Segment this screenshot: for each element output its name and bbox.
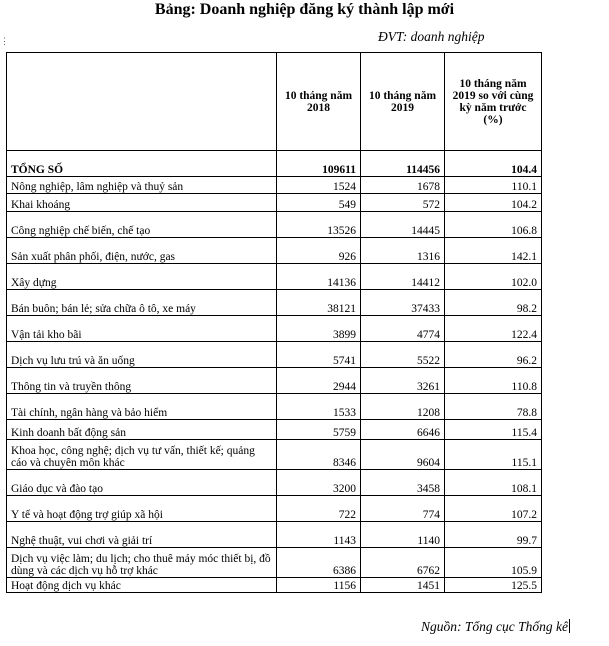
row-2019: 572 (361, 194, 445, 212)
table-row (7, 440, 542, 470)
table-row (7, 394, 542, 420)
row-2019: 1678 (361, 177, 445, 194)
row-pct: 106.8 (445, 212, 542, 238)
table-row (7, 496, 542, 522)
row-2018: 3200 (277, 470, 361, 496)
enterprise-table (6, 52, 542, 593)
row-label: Tài chính, ngân hàng và bảo hiểm (7, 394, 277, 420)
row-2018: 13526 (277, 212, 361, 238)
header-2018: 10 tháng năm 2018 (277, 53, 361, 151)
table-anchor-icon: ⋮ (0, 36, 9, 46)
total-2019: 114456 (361, 151, 445, 177)
table-title: Bảng: Doanh nghiệp đăng ký thành lập mới (154, 1, 455, 18)
table-row (7, 290, 542, 316)
row-label: Dịch vụ việc làm; du lịch; cho thuê máy móc thiết bị, đồ dùng và các dịch vụ hỗ trợ khác (7, 548, 277, 578)
row-2018: 2944 (277, 368, 361, 394)
row-pct: 110.8 (445, 368, 542, 394)
total-row (7, 151, 542, 177)
row-2019: 774 (361, 496, 445, 522)
header-2019: 10 tháng năm 2019 (361, 53, 445, 151)
row-label: Nông nghiệp, lâm nghiệp và thuỷ sản (7, 177, 277, 194)
row-2018: 6386 (277, 548, 361, 578)
row-2019: 6646 (361, 420, 445, 440)
row-label: Vận tải kho bãi (7, 316, 277, 342)
row-label: Công nghiệp chế biến, chế tạo (7, 212, 277, 238)
row-2019: 9604 (361, 440, 445, 470)
row-pct: 110.1 (445, 177, 542, 194)
unit-label: ĐVT: doanh nghiệp (378, 29, 485, 44)
header-pct: 10 tháng năm 2019 so với cùng kỳ năm trước (%) (445, 53, 542, 151)
row-2019: 1316 (361, 238, 445, 264)
row-2019: 1208 (361, 394, 445, 420)
total-pct: 104.4 (445, 151, 542, 177)
row-2018: 8346 (277, 440, 361, 470)
row-label: Thông tin và truyền thông (7, 368, 277, 394)
row-2018: 722 (277, 496, 361, 522)
row-pct: 122.4 (445, 316, 542, 342)
source-note (421, 619, 570, 635)
row-pct: 98.2 (445, 290, 542, 316)
row-pct: 142.1 (445, 238, 542, 264)
row-pct: 78.8 (445, 394, 542, 420)
row-label: Nghệ thuật, vui chơi và giải trí (7, 522, 277, 548)
row-label: Dịch vụ lưu trú và ăn uống (7, 342, 277, 368)
row-2019: 5522 (361, 342, 445, 368)
table-row (7, 264, 542, 290)
table-row (7, 368, 542, 394)
row-label: Bán buôn; bán lẻ; sửa chữa ô tô, xe máy (7, 290, 277, 316)
row-label: Kinh doanh bất động sản (7, 420, 277, 440)
table-row (7, 420, 542, 440)
row-2018: 1156 (277, 578, 361, 593)
total-2018: 109611 (277, 151, 361, 177)
row-2019: 3458 (361, 470, 445, 496)
row-2018: 926 (277, 238, 361, 264)
header-row (7, 53, 542, 151)
row-pct: 105.9 (445, 548, 542, 578)
text-cursor (569, 619, 570, 633)
row-pct: 104.2 (445, 194, 542, 212)
row-2018: 1524 (277, 177, 361, 194)
table-row (7, 177, 542, 194)
row-pct: 96.2 (445, 342, 542, 368)
table-row (7, 470, 542, 496)
row-2019: 37433 (361, 290, 445, 316)
row-2019: 14412 (361, 264, 445, 290)
table-row (7, 316, 542, 342)
table-row (7, 548, 542, 578)
table-row (7, 342, 542, 368)
table-row (7, 522, 542, 548)
row-2018: 1143 (277, 522, 361, 548)
table-row (7, 212, 542, 238)
row-2019: 3261 (361, 368, 445, 394)
row-label: Hoạt động dịch vụ khác (7, 578, 277, 593)
row-label: Giáo dục và đào tạo (7, 470, 277, 496)
row-label: Sản xuất phân phối, điện, nước, gas (7, 238, 277, 264)
row-pct: 115.1 (445, 440, 542, 470)
row-2019: 1140 (361, 522, 445, 548)
row-label: Y tế và hoạt động trợ giúp xã hội (7, 496, 277, 522)
row-2018: 1533 (277, 394, 361, 420)
row-2019: 4774 (361, 316, 445, 342)
row-2019: 14445 (361, 212, 445, 238)
row-pct: 99.7 (445, 522, 542, 548)
row-label: Khoa học, công nghệ; dịch vụ tư vấn, thiết kế; quảng cáo và chuyên môn khác (7, 440, 277, 470)
row-2019: 1451 (361, 578, 445, 593)
row-pct: 108.1 (445, 470, 542, 496)
table-row (7, 194, 542, 212)
header-category (7, 53, 277, 151)
source-text: Nguồn: Tổng cục Thống kê (421, 619, 568, 634)
row-2018: 14136 (277, 264, 361, 290)
total-label: TỔNG SỐ (7, 151, 277, 177)
row-pct: 125.5 (445, 578, 542, 593)
row-label: Khai khoáng (7, 194, 277, 212)
row-2018: 549 (277, 194, 361, 212)
row-2018: 3899 (277, 316, 361, 342)
row-label: Xây dựng (7, 264, 277, 290)
row-2019: 6762 (361, 548, 445, 578)
row-pct: 102.0 (445, 264, 542, 290)
table-row (7, 238, 542, 264)
row-2018: 5741 (277, 342, 361, 368)
row-pct: 107.2 (445, 496, 542, 522)
row-pct: 115.4 (445, 420, 542, 440)
table-row (7, 578, 542, 593)
row-2018: 5759 (277, 420, 361, 440)
row-2018: 38121 (277, 290, 361, 316)
